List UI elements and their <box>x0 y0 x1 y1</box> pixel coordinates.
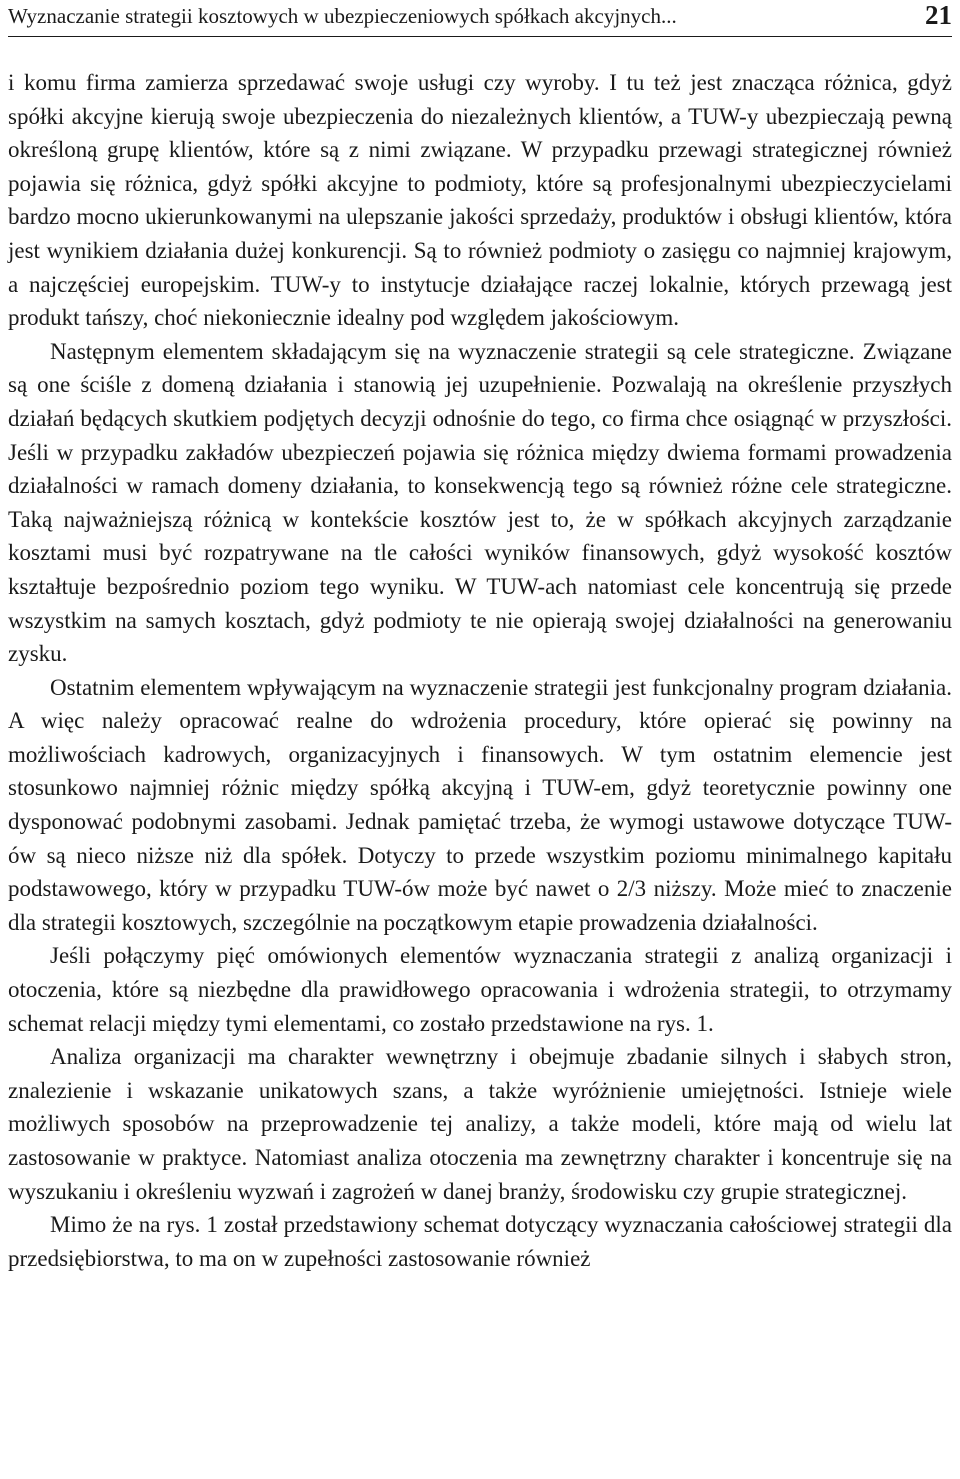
paragraph-5: Analiza organizacji ma charakter wewnętrzny i obejmuje zbadanie silnych i słabych stron, znalezienie i wskazanie unikatowych szans, a także wyróżnienie umiejętności. Istnieje wiele możliwych sposobów na przeprowadzenie tej analizy, a także modeli, które mają od wielu lat zastosowanie w praktyce. Natomiast analiza otoczenia ma zewnętrzny charakter i koncentruje się na wyszukaniu i określeniu wyzwań i zagrożeń w danej branży, środowisku czy grupie strategicznej. <box>8 1044 952 1204</box>
paragraph-4: Jeśli połączymy pięć omówionych elementów wyznaczania strategii z analizą organizacji i otoczenia, które są niezbędne dla prawidłowego opracowania i wdrożenia strategii, to otrzymamy schemat relacji między tymi elementami, co zostało przedstawione na rys. 1. <box>8 943 952 1036</box>
paragraph-1: i komu firma zamierza sprzedawać swoje usługi czy wyroby. I tu też jest znacząca różnica, gdyż spółki akcyjne kierują swoje ubezpieczenia do niezależnych klientów, a TUW-y ubezpieczają pewną określoną grupę klientów, które są z nimi związane. W przypadku przewagi strategicznej również pojawia się różnica, gdyż spółki akcyjne to podmioty, które są profesjonalnymi ubezpieczycielami bardzo mocno ukierunkowanymi na ulepszanie jakości sprzedaży, produktów i obsługi klientów, która jest wynikiem działania dużej konkurencji. Są to również podmioty o zasięgu co najmniej krajowym, a najczęściej europejskim. TUW-y to instytucje działające raczej lokalnie, których przewagą jest produkt tańszy, choć niekoniecznie idealny pod względem jakościowym. <box>8 70 952 331</box>
paragraph-3: Ostatnim elementem wpływającym na wyznaczenie strategii jest funkcjonalny program działania. A więc należy opracować realne do wdrożenia procedury, które opierać się powinny na możliwościach kadrowych, organizacyjnych i finansowych. W tym ostatnim elemencie jest stosunkowo najmniej różnic między spółką akcyjną i TUW-em, gdyż teoretycznie powinny one dysponować podobnymi zasobami. Jednak pamiętać trzeba, że wymogi ustawowe dotyczące TUW-ów są nieco niższe niż dla spółek. Dotyczy to przede wszystkim poziomu minimalnego kapitału podstawowego, który w przypadku TUW-ów może być nawet o 2/3 niższy. Może mieć to znaczenie dla strategii kosztowych, szczególnie na początkowym etapie prowadzenia działalności. <box>8 674 952 935</box>
running-header-title: Wyznaczanie strategii kosztowych w ubezpieczeniowych spółkach akcyjnych... <box>8 4 677 28</box>
paragraph-2: Następnym elementem składającym się na wyznaczenie strategii są cele strategiczne. Związane są one ściśle z domeną działania i stanowią jej uzupełnienie. Pozwalają na określenie przyszłych działań będących skutkiem podjętych decyzji odnośnie do tego, co firma chce osiągnąć w przyszłości. Jeśli w przypadku zakładów ubezpieczeń pojawia się różnica między dwiema formami prowadzenia działalności w ramach domeny działania, to konsekwencją tego są również różne cele strategiczne. Taką najważniejszą różnicą w kontekście kosztów jest to, że w spółkach akcyjnych zarządzanie kosztami musi być rozpatrywane na tle całości wyników finansowych, gdyż wysokość kosztów kształtuje bezpośrednio poziom tego wyniku. W TUW-ach natomiast cele koncentrują się przede wszystkim na samych kosztach, gdyż podmioty te nie opierają swojej działalności na generowaniu zysku. <box>8 338 952 667</box>
page <box>8 0 952 1275</box>
page-number: 21 <box>925 0 952 30</box>
body-text <box>8 66 952 1275</box>
running-header <box>8 0 952 37</box>
paragraph-6: Mimo że na rys. 1 został przedstawiony schemat dotyczący wyznaczania całościowej strategii dla przedsiębiorstwa, to ma on w zupełności zastosowanie również <box>8 1212 952 1271</box>
